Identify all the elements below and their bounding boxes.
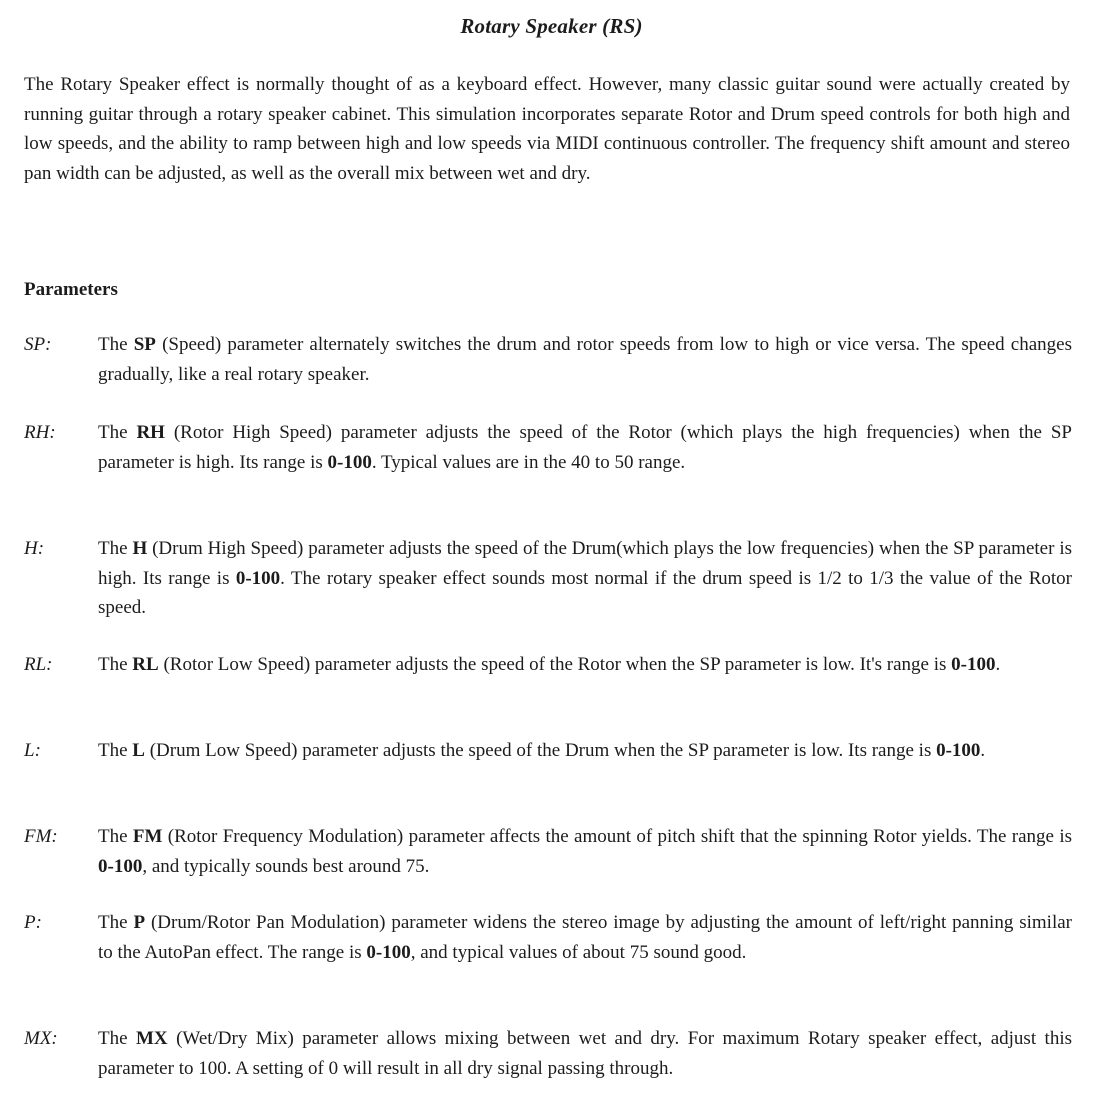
parameter-range: 0-100 (235, 567, 281, 589)
parameter-code: SP (133, 334, 156, 355)
parameter-label: FM: (24, 826, 58, 847)
parameter-description: The SP (Speed) parameter alternately switches the drum and rotor speeds from low to high or vice versa. The speed changes gradually, like a real rotary speaker. (98, 334, 1072, 385)
parameters-heading: Parameters (24, 279, 118, 300)
parameter-code: P (133, 912, 146, 933)
parameter-label: SP: (24, 334, 52, 355)
parameter-label: P: (24, 912, 42, 933)
parameter-label: MX: (24, 1028, 58, 1049)
parameter-label: RH: (24, 422, 56, 443)
parameter-label: L: (24, 740, 41, 761)
parameter-code: RH (136, 422, 165, 443)
parameter-code: RL (132, 654, 159, 675)
parameter-code: MX (135, 1028, 168, 1049)
parameter-code: L (132, 740, 145, 761)
parameter-description: The RH (Rotor High Speed) parameter adjusts the speed of the Rotor (which plays the high frequencies) when the SP parameter is high. Its range is 0-100. Typical values are in the 40 to 50 range. (98, 422, 1073, 473)
parameter-label: H: (24, 538, 45, 559)
parameter-range: 0-100 (98, 855, 143, 877)
parameter-range: 0-100 (936, 740, 981, 761)
parameter-description: The RL (Rotor Low Speed) parameter adjusts the speed of the Rotor when the SP parameter is low. It's range is 0-100. (98, 654, 1001, 675)
parameter-description: The L (Drum Low Speed) parameter adjusts the speed of the Drum when the SP parameter is low. Its range is 0-100. (98, 740, 986, 761)
parameter-description: The FM (Rotor Frequency Modulation) parameter affects the amount of pitch shift that the spinning Rotor yields. The range is 0-100, and typically sounds best around 75. (98, 826, 1072, 877)
page-title: Rotary Speaker (RS) (460, 14, 643, 38)
parameter-range: 0-100 (327, 451, 372, 473)
parameter-code: FM (132, 826, 163, 847)
parameter-description: The P (Drum/Rotor Pan Modulation) parameter widens the stereo image by adjusting the amount of left/right panning similar to the AutoPan effect. The range is 0-100, and typical values of about 75 sound good. (98, 912, 1072, 963)
intro-paragraph: The Rotary Speaker effect is normally thought of as a keyboard effect. However, many classic guitar sound were actually created by running guitar through a rotary speaker cabinet. This simulation incorporates separate Rotor and Drum speed controls for both high and low speeds, and the ability to ramp between high and low speeds via MIDI continuous controller. The frequency shift amount and stereo pan width can be adjusted, as well as the overall mix between wet and dry. (24, 74, 1070, 184)
parameter-code: H (132, 538, 148, 559)
parameter-label: RL: (24, 654, 53, 675)
parameter-description: The H (Drum High Speed) parameter adjusts the speed of the Drum(which plays the low frequencies) when the SP parameter is high. Its range is 0-100. The rotary speaker effect sounds most normal if the drum speed is 1/2 to 1/3 the value of the Rotor speed. (98, 538, 1072, 618)
parameter-description: The MX (Wet/Dry Mix) parameter allows mixing between wet and dry. For maximum Rotary speaker effect, adjust this parameter to 100. A setting of 0 will result in all dry signal passing through. (98, 1028, 1072, 1079)
parameter-range: 0-100 (366, 941, 411, 963)
parameter-range: 0-100 (951, 654, 996, 675)
